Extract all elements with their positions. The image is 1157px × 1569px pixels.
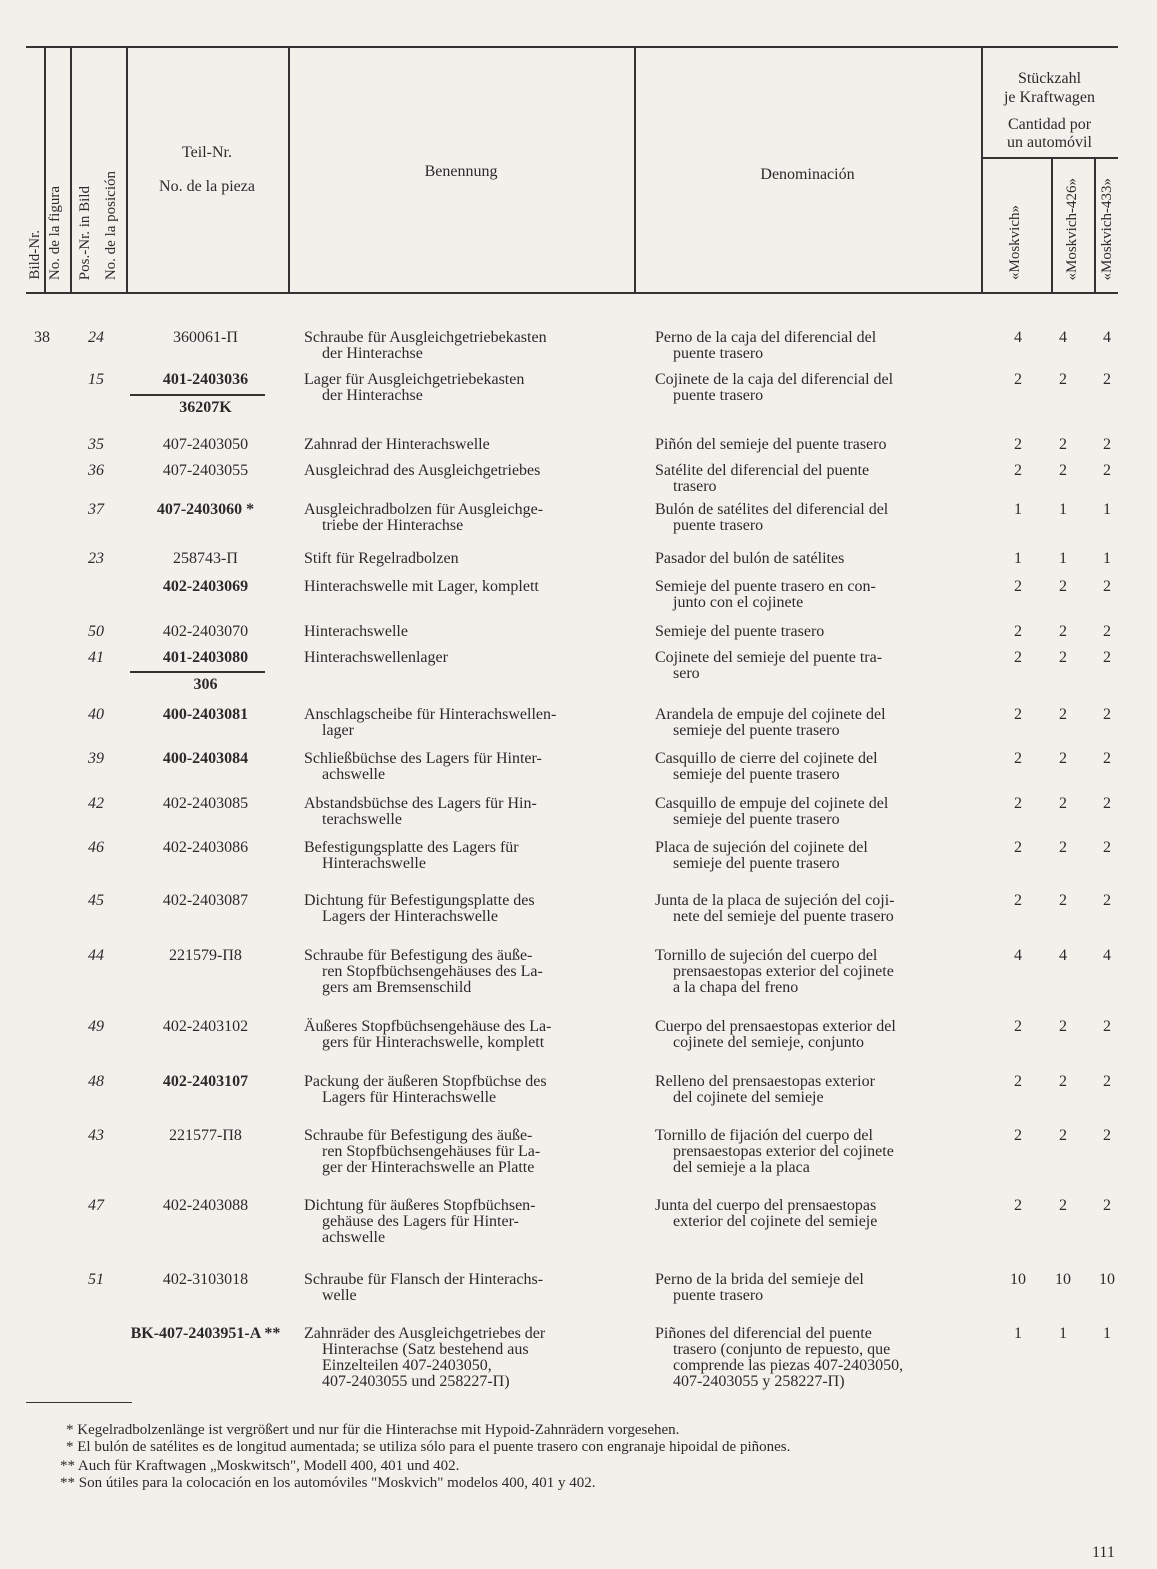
benennung-line: triebe der Hinterachse (322, 517, 464, 534)
denominacion-line: cojinete del semieje, conjunto (673, 1034, 865, 1051)
benennung-text (304, 437, 624, 453)
col-divider (1094, 157, 1096, 294)
benennung-line: Abstandsbüchse des Lagers für Hin- (304, 795, 537, 812)
benennung-text (304, 751, 624, 783)
benennung-text (304, 707, 624, 739)
header-teil-es: No. de la pieza (159, 178, 255, 195)
quantity-value: 2 (1014, 371, 1022, 388)
quantity-value: 2 (1059, 1018, 1067, 1035)
denominacion-line: puente trasero (673, 345, 764, 362)
quantity-value: 2 (1059, 1197, 1067, 1214)
position-number: 51 (88, 1271, 104, 1288)
position-number: 44 (88, 947, 104, 964)
denominacion-line: semieje del puente trasero (673, 855, 840, 872)
benennung-line: achswelle (322, 1229, 386, 1246)
benennung-line: Lagers der Hinterachswelle (322, 908, 498, 925)
denominacion-line: Perno de la caja del diferencial del (655, 329, 877, 346)
part-number: 360061-П (173, 329, 238, 346)
quantity-value: 1 (1059, 1325, 1067, 1342)
denominacion-text (655, 372, 973, 404)
denominacion-line: prensaestopas exterior del cojinete (673, 1143, 894, 1160)
quantity-value: 2 (1103, 706, 1111, 723)
quantity-value: 2 (1014, 578, 1022, 595)
header-pos-de: Pos.-Nr. in Bild (77, 185, 93, 280)
quantity-value: 1 (1059, 550, 1067, 567)
denominacion-line: Cojinete de la caja del diferencial del (655, 371, 894, 388)
denominacion-line: Junta del cuerpo del prensaestopas (655, 1197, 877, 1214)
benennung-text (304, 502, 624, 534)
denominacion-line: Piñones del diferencial del puente (655, 1325, 872, 1342)
benennung-text (304, 650, 624, 666)
quantity-value: 2 (1014, 1073, 1022, 1090)
header-model-moskvich: «Moskvich» (1007, 205, 1023, 280)
denominacion-line: Perno de la brida del semieje del (655, 1271, 864, 1288)
qty-subheader-rule (981, 157, 1118, 159)
denominacion-text (655, 1272, 973, 1304)
benennung-text (304, 1128, 624, 1176)
denominacion-line: Tornillo de sujeción del cuerpo del (655, 947, 878, 964)
benennung-text (304, 948, 624, 996)
quantity-value: 2 (1059, 462, 1067, 479)
part-number: 402-2403102 (162, 1018, 249, 1035)
quantity-value: 2 (1014, 623, 1022, 640)
position-number: 50 (88, 623, 104, 640)
benennung-line: welle (322, 1287, 357, 1304)
bild-number: 38 (34, 329, 50, 346)
benennung-line: der Hinterachse (322, 387, 423, 404)
quantity-value: 2 (1059, 706, 1067, 723)
benennung-text (304, 840, 624, 872)
col-divider (70, 46, 72, 294)
quantity-value: 2 (1014, 795, 1022, 812)
position-number: 46 (88, 839, 104, 856)
quantity-value: 4 (1103, 947, 1111, 964)
header-qty-de-2: je Kraftwagen (1003, 89, 1096, 106)
benennung-line: Ausgleichrad des Ausgleichgetriebes (304, 462, 541, 479)
benennung-line: 407-2403055 und 258227-П) (322, 1373, 510, 1390)
part-number: 401-2403036 (162, 371, 249, 388)
table-header (26, 46, 1118, 294)
benennung-line: Äußeres Stopfbüchsengehäuse des La- (304, 1018, 552, 1035)
denominacion-line: 407-2403055 y 258227-П) (673, 1373, 845, 1390)
benennung-line: Einzelteilen 407-2403050, (322, 1357, 492, 1374)
denominacion-text (655, 796, 973, 828)
denominacion-line: del semieje a la placa (673, 1159, 810, 1176)
benennung-text (304, 1272, 624, 1304)
denominacion-line: puente trasero (673, 387, 764, 404)
position-number: 39 (88, 750, 104, 767)
part-number: 407-2403060 * (156, 501, 255, 518)
footnote-3: ** Auch für Kraftwagen „Moskwitsch", Modell 400, 401 und 402. (60, 1458, 460, 1474)
quantity-value: 4 (1059, 329, 1067, 346)
benennung-line: ger der Hinterachswelle an Platte (322, 1159, 535, 1176)
quantity-value: 2 (1014, 436, 1022, 453)
benennung-line: Dichtung für äußeres Stopfbüchsen- (304, 1197, 536, 1214)
denominacion-line: semieje del puente trasero (673, 811, 840, 828)
quantity-value: 2 (1059, 436, 1067, 453)
quantity-value: 2 (1059, 750, 1067, 767)
quantity-value: 2 (1059, 892, 1067, 909)
benennung-line: Schraube für Befestigung des äuße- (304, 1127, 533, 1144)
quantity-value: 2 (1103, 623, 1111, 640)
denominacion-text (655, 650, 973, 682)
header-qty-es-1: Cantidad por (1007, 116, 1092, 133)
position-number: 45 (88, 892, 104, 909)
denominacion-line: sero (673, 665, 700, 682)
denominacion-text (655, 624, 973, 640)
denominacion-line: Tornillo de fijación del cuerpo del (655, 1127, 873, 1144)
denominacion-line: exterior del cojinete del semieje (673, 1213, 878, 1230)
col-divider (1051, 157, 1053, 294)
quantity-value: 1 (1014, 550, 1022, 567)
denominacion-line: trasero (673, 478, 717, 495)
benennung-text (304, 1019, 624, 1051)
position-number: 49 (88, 1018, 104, 1035)
denominacion-text (655, 463, 973, 495)
quantity-value: 2 (1103, 750, 1111, 767)
part-number: 402-2403086 (162, 839, 249, 856)
denominacion-text (655, 1128, 973, 1176)
quantity-value: 4 (1059, 947, 1067, 964)
benennung-line: gers für Hinterachswelle, komplett (322, 1034, 545, 1051)
benennung-line: Ausgleichradbolzen für Ausgleichge- (304, 501, 544, 518)
denominacion-line: Satélite del diferencial del puente (655, 462, 870, 479)
denominacion-line: semieje del puente trasero (673, 722, 840, 739)
quantity-value: 2 (1014, 1197, 1022, 1214)
denominacion-line: Arandela de empuje del cojinete del (655, 706, 886, 723)
denominacion-text (655, 579, 973, 611)
denominacion-text (655, 1074, 973, 1106)
footnote-2: * El bulón de satélites es de longitud aumentada; se utiliza sólo para el puente trasero con engranaje hipoidal de piñones. (66, 1439, 791, 1455)
footnote-rule (26, 1402, 132, 1403)
position-number: 42 (88, 795, 104, 812)
quantity-value: 2 (1014, 706, 1022, 723)
header-bild-de: Bild-Nr. (27, 230, 43, 280)
part-number: 402-3103018 (162, 1271, 249, 1288)
quantity-value: 2 (1103, 578, 1111, 595)
denominacion-line: Relleno del prensaestopas exterior (655, 1073, 875, 1090)
quantity-value: 2 (1103, 795, 1111, 812)
header-bottom-rule (26, 292, 1118, 294)
part-number: 400-2403084 (162, 750, 249, 767)
quantity-value: 2 (1103, 1073, 1111, 1090)
position-number: 41 (88, 649, 104, 666)
denominacion-line: Cuerpo del prensaestopas exterior del (655, 1018, 896, 1035)
benennung-line: Schraube für Flansch der Hinterachs- (304, 1271, 544, 1288)
denominacion-text (655, 437, 973, 453)
position-number: 24 (88, 329, 104, 346)
benennung-line: lager (322, 722, 354, 739)
quantity-value: 2 (1103, 892, 1111, 909)
part-number: 221577-П8 (169, 1127, 242, 1144)
benennung-text (304, 372, 624, 404)
position-number: 37 (88, 501, 104, 518)
benennung-text (304, 1074, 624, 1106)
quantity-value: 2 (1059, 623, 1067, 640)
benennung-line: Hinterachse (Satz bestehend aus (322, 1341, 529, 1358)
denominacion-line: Casquillo de cierre del cojinete del (655, 750, 878, 767)
part-number: 402-2403069 (162, 578, 249, 595)
benennung-line: Hinterachswelle (322, 855, 426, 872)
benennung-line: terachswelle (322, 811, 402, 828)
benennung-text (304, 1326, 624, 1390)
benennung-text (304, 579, 624, 595)
denominacion-text (655, 893, 973, 925)
header-denominacion: Denominación (760, 166, 855, 183)
quantity-value: 10 (1055, 1271, 1071, 1288)
position-number: 35 (88, 436, 104, 453)
quantity-value: 2 (1059, 1073, 1067, 1090)
quantity-value: 2 (1059, 795, 1067, 812)
header-benennung: Benennung (424, 163, 498, 180)
quantity-value: 2 (1103, 649, 1111, 666)
quantity-value: 4 (1014, 947, 1022, 964)
benennung-line: Befestigungsplatte des Lagers für (304, 839, 519, 856)
benennung-line: Anschlagscheibe für Hinterachswellen- (304, 706, 557, 723)
benennung-line: ren Stopfbüchsengehäuses für La- (322, 1143, 541, 1160)
header-model-433: «Moskvich-433» (1099, 177, 1115, 280)
part-number: 407-2403050 (162, 436, 249, 453)
benennung-line: Hinterachswelle mit Lager, komplett (304, 578, 539, 595)
benennung-text (304, 624, 624, 640)
benennung-text (304, 330, 624, 362)
denominacion-line: Casquillo de empuje del cojinete del (655, 795, 889, 812)
quantity-value: 2 (1059, 371, 1067, 388)
denominacion-text (655, 840, 973, 872)
quantity-value: 10 (1010, 1271, 1026, 1288)
part-number: 258743-П (173, 550, 238, 567)
alternative-part-rule (130, 394, 265, 396)
denominacion-text (655, 948, 973, 996)
header-qty-de-1: Stückzahl (1017, 70, 1082, 87)
benennung-text (304, 1198, 624, 1246)
position-number: 48 (88, 1073, 104, 1090)
quantity-value: 2 (1014, 1127, 1022, 1144)
denominacion-line: Bulón de satélites del diferencial del (655, 501, 889, 518)
benennung-line: ren Stopfbüchsengehäuses des La- (322, 963, 543, 980)
denominacion-line: a la chapa del freno (673, 979, 799, 996)
quantity-value: 2 (1103, 371, 1111, 388)
benennung-line: Zahnräder des Ausgleichgetriebes der (304, 1325, 546, 1342)
quantity-value: 2 (1103, 1127, 1111, 1144)
quantity-value: 4 (1014, 329, 1022, 346)
alternative-part-rule (130, 671, 265, 673)
denominacion-line: Placa de sujeción del cojinete del (655, 839, 868, 856)
part-number: BK-407-2403951-A ** (130, 1325, 281, 1342)
quantity-value: 2 (1014, 462, 1022, 479)
benennung-line: Lagers für Hinterachswelle (322, 1089, 497, 1106)
header-qty-es-2: un automóvil (1007, 134, 1092, 151)
benennung-line: Lager für Ausgleichgetriebekasten (304, 371, 525, 388)
quantity-value: 10 (1099, 1271, 1115, 1288)
benennung-line: gers am Bremsenschild (322, 979, 472, 996)
denominacion-text (655, 502, 973, 534)
benennung-line: Hinterachswellenlager (304, 649, 448, 666)
denominacion-line: semieje del puente trasero (673, 766, 840, 783)
benennung-line: Packung der äußeren Stopfbüchse des (304, 1073, 547, 1090)
col-divider (126, 46, 128, 294)
part-number: 402-2403088 (162, 1197, 249, 1214)
benennung-line: Schraube für Ausgleichgetriebekasten (304, 329, 547, 346)
denominacion-text (655, 751, 973, 783)
alternative-part-number: 36207K (179, 399, 232, 416)
quantity-value: 2 (1014, 1018, 1022, 1035)
denominacion-line: nete del semieje del puente trasero (673, 908, 894, 925)
denominacion-line: Semieje del puente trasero en con- (655, 578, 876, 595)
quantity-value: 2 (1103, 436, 1111, 453)
quantity-value: 2 (1014, 892, 1022, 909)
quantity-value: 2 (1014, 839, 1022, 856)
part-number: 401-2403080 (162, 649, 249, 666)
denominacion-line: trasero (conjunto de repuesto, que (673, 1341, 891, 1358)
benennung-text (304, 551, 624, 567)
quantity-value: 1 (1014, 1325, 1022, 1342)
denominacion-line: comprende las piezas 407-2403050, (673, 1357, 904, 1374)
quantity-value: 2 (1103, 1197, 1111, 1214)
quantity-value: 1 (1103, 550, 1111, 567)
part-number: 221579-П8 (169, 947, 242, 964)
denominacion-text (655, 1326, 973, 1390)
header-top-rule (26, 46, 1118, 48)
benennung-line: achswelle (322, 766, 386, 783)
part-number: 402-2403087 (162, 892, 249, 909)
quantity-value: 2 (1059, 839, 1067, 856)
part-number: 402-2403085 (162, 795, 249, 812)
denominacion-text (655, 1019, 973, 1051)
benennung-line: Stift für Regelradbolzen (304, 550, 459, 567)
denominacion-line: puente trasero (673, 517, 764, 534)
denominacion-line: puente trasero (673, 1287, 764, 1304)
position-number: 36 (88, 462, 104, 479)
denominacion-line: Piñón del semieje del puente trasero (655, 436, 887, 453)
quantity-value: 1 (1014, 501, 1022, 518)
quantity-value: 2 (1103, 462, 1111, 479)
position-number: 43 (88, 1127, 104, 1144)
part-number: 407-2403055 (162, 462, 249, 479)
denominacion-text (655, 707, 973, 739)
benennung-text (304, 796, 624, 828)
part-number: 400-2403081 (162, 706, 249, 723)
quantity-value: 1 (1103, 1325, 1111, 1342)
position-number: 23 (88, 550, 104, 567)
benennung-line: Dichtung für Befestigungsplatte des (304, 892, 535, 909)
quantity-value: 2 (1059, 578, 1067, 595)
part-number: 402-2403107 (162, 1073, 249, 1090)
header-bild-es: No. de la figura (47, 185, 63, 280)
denominacion-line: junto con el cojinete (673, 594, 804, 611)
benennung-text (304, 893, 624, 925)
benennung-line: gehäuse des Lagers für Hinter- (322, 1213, 519, 1230)
alternative-part-number: 306 (193, 676, 218, 693)
quantity-value: 2 (1103, 1018, 1111, 1035)
benennung-line: der Hinterachse (322, 345, 423, 362)
quantity-value: 2 (1059, 649, 1067, 666)
denominacion-text (655, 551, 973, 567)
header-model-426: «Moskvich-426» (1064, 177, 1080, 280)
denominacion-line: prensaestopas exterior del cojinete (673, 963, 894, 980)
footnote-4: ** Son útiles para la colocación en los automóviles "Moskvich" modelos 400, 401 y 402. (60, 1475, 596, 1491)
denominacion-text (655, 330, 973, 362)
header-teil-de: Teil-Nr. (182, 144, 232, 161)
quantity-value: 2 (1059, 1127, 1067, 1144)
position-number: 40 (88, 706, 104, 723)
quantity-value: 4 (1103, 329, 1111, 346)
page-number: 111 (1092, 1544, 1115, 1561)
quantity-value: 1 (1059, 501, 1067, 518)
denominacion-line: Semieje del puente trasero (655, 623, 825, 640)
position-number: 47 (88, 1197, 104, 1214)
quantity-value: 1 (1103, 501, 1111, 518)
denominacion-line: del cojinete del semieje (673, 1089, 824, 1106)
header-pos-es: No. de la posición (103, 170, 119, 280)
denominacion-line: Cojinete del semieje del puente tra- (655, 649, 883, 666)
quantity-value: 2 (1103, 839, 1111, 856)
position-number: 15 (88, 371, 104, 388)
benennung-line: Schraube für Befestigung des äuße- (304, 947, 533, 964)
quantity-value: 2 (1014, 649, 1022, 666)
denominacion-text (655, 1198, 973, 1230)
part-number: 402-2403070 (162, 623, 249, 640)
benennung-line: Hinterachswelle (304, 623, 408, 640)
quantity-value: 2 (1014, 750, 1022, 767)
benennung-text (304, 463, 624, 479)
denominacion-line: Junta de la placa de sujeción del coji- (655, 892, 895, 909)
benennung-line: Schließbüchse des Lagers für Hinter- (304, 750, 542, 767)
benennung-line: Zahnrad der Hinterachswelle (304, 436, 490, 453)
footnote-1: * Kegelradbolzenlänge ist vergrößert und nur für die Hinterachse mit Hypoid-Zahnrädern vorgesehen. (66, 1422, 680, 1438)
denominacion-line: Pasador del bulón de satélites (655, 550, 845, 567)
